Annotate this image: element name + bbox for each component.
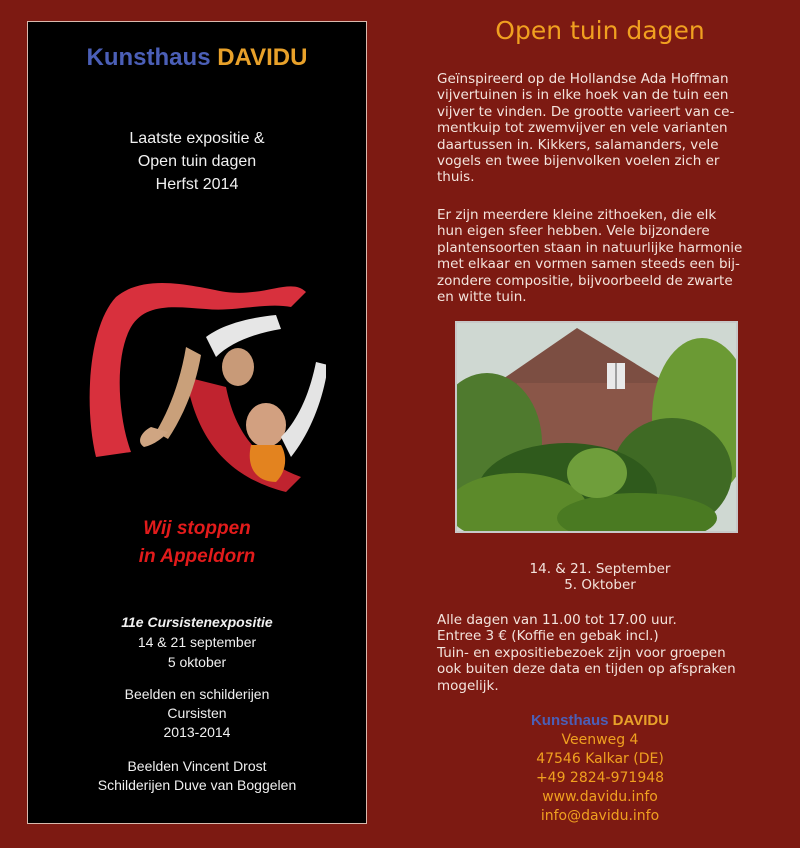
para-line: met elkaar en vormen samen steeds een bij- (437, 256, 740, 273)
artists-info (28, 757, 366, 795)
left-brand-title (28, 44, 366, 72)
flyer-left-panel (27, 21, 367, 824)
garden-photo (455, 321, 738, 533)
title-line: Herfst 2014 (155, 176, 239, 193)
slogan-line: Wij stoppen (143, 518, 251, 539)
slogan-line: in Appeldorn (138, 546, 256, 567)
garden-photo-image (457, 323, 736, 531)
course-heading: 11e Cursistenexpositie (121, 614, 273, 630)
address-city: 47546 Kalkar (DE) (536, 751, 664, 767)
phone-number: +49 2824-971948 (535, 770, 665, 786)
hours-line: Entree 3 € (Koffie en gebak incl.) (437, 628, 659, 645)
para-line: zondere compositie, bijvoorbeeld de zwarte (437, 272, 733, 289)
hours-line: Tuin- en expositiebezoek zijn voor groepen (437, 644, 726, 661)
address-street: Veenweg 4 (561, 732, 639, 748)
date-line: 14. & 21. September (529, 561, 671, 577)
brand-prefix: Kunsthaus (530, 712, 609, 729)
brand-prefix: Kunsthaus (86, 44, 211, 71)
para-line: mentkuip tot zwemvijver en vele varianten (437, 120, 728, 137)
slogan (28, 515, 366, 571)
course-line: 14 & 21 september (137, 634, 257, 650)
exhibition-title (28, 127, 366, 196)
website-link[interactable]: www.davidu.info (542, 789, 658, 805)
artists-line: Beelden Vincent Drost (127, 758, 267, 774)
para-line: vogels en twee bijenvolken voelen zich er (437, 153, 720, 170)
para-line: hun eigen sfeer hebben. Vele bijzondere (437, 223, 710, 240)
para-line: en witte tuin. (437, 289, 527, 306)
opening-hours (437, 612, 767, 694)
course-exhibition-info (28, 612, 366, 672)
garden-paragraph (437, 207, 757, 305)
brand-name: DAVIDU (217, 44, 308, 71)
title-line: Open tuin dagen (137, 153, 257, 170)
course-line: 5 oktober (167, 654, 227, 670)
works-line: Cursisten (167, 705, 227, 721)
para-line: Er zijn meerdere kleine zithoeken, die elk (437, 207, 717, 223)
works-line: Beelden en schilderijen (124, 686, 270, 702)
right-heading: Open tuin dagen (495, 16, 705, 45)
brand-name: DAVIDU (612, 712, 670, 729)
para-line: plantensoorten staan in natuurlijke harmonie (437, 239, 743, 256)
works-line: 2013-2014 (163, 724, 231, 740)
para-line: daartussen in. Kikkers, salamanders, vele (437, 136, 719, 153)
sculpture-artwork (76, 267, 326, 497)
artists-line: Schilderijen Duve van Boggelen (97, 777, 297, 793)
intro-paragraph (437, 71, 757, 186)
hours-line: mogelijk. (437, 677, 499, 694)
contact-details (420, 731, 780, 826)
para-line: vijvertuinen is in elke hoek van de tuin een (437, 87, 729, 104)
works-info (28, 685, 366, 742)
para-line: vijver te vinden. De grootte varieert van ce- (437, 103, 735, 120)
email-link[interactable]: info@davidu.info (540, 808, 660, 824)
contact-brand (420, 712, 780, 729)
hours-line: ook buiten deze data en tijden op afspraken (437, 661, 736, 678)
open-dates (420, 561, 780, 594)
para-line: Geïnspireerd op de Hollandse Ada Hoffman (437, 71, 729, 87)
hours-line: Alle dagen van 11.00 tot 17.00 uur. (437, 612, 677, 628)
para-line: thuis. (437, 169, 475, 186)
date-line: 5. Oktober (564, 577, 636, 594)
title-line: Laatste expositie & (129, 130, 265, 147)
